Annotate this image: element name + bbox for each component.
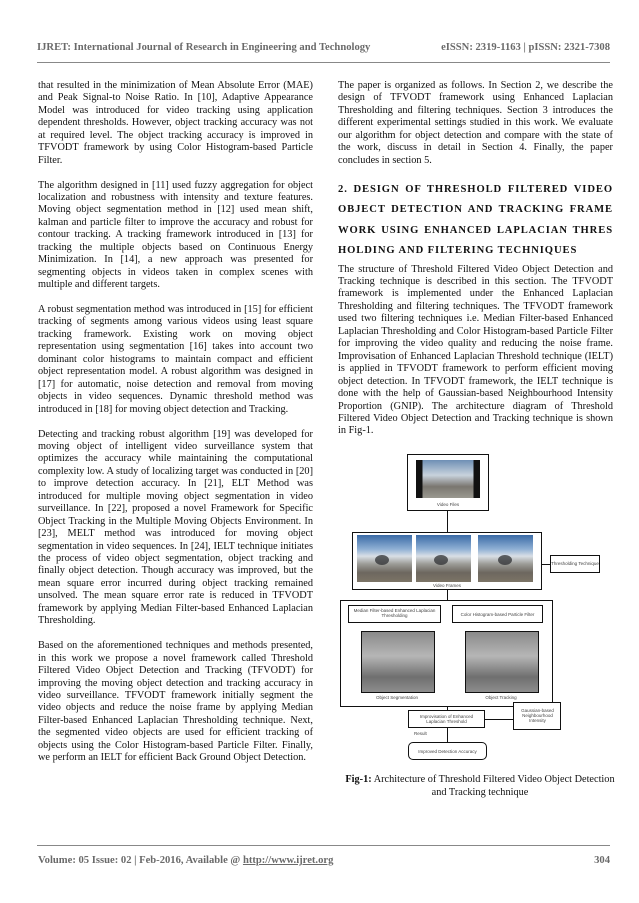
thresholding-box: [550, 555, 600, 573]
volume-text: Volume: 05 Issue: 02 | Feb-2016, Available @: [38, 855, 243, 866]
paragraph: that resulted in the minimization of Mean Absolute Error (MAE) and Peak Signal-to Noise Ratio. In [10], Adaptive Appearance Model was introduced for video tracking using application dependent thresholds. However, object tracking accuracy was not at required level. The object tracking accuracy is improved in TFVODT framework by using Color Histogram-based Particle Filter.: [38, 80, 313, 166]
frame-thumbnail: [416, 535, 471, 582]
paragraph: A robust segmentation method was introduced in [15] for efficient tracking of segments among various videos using least square tracking framework. Existing work on moving object representation using segmentation [16] takes into account two dominant color histograms to maintain compact and efficient object representation model. A robust algorithm was designed in [17] for automatic, noise detection and removal from moving objects in video sequences. Dynamic threshold method was introduced in [18] for moving object detection and Tracking.: [38, 304, 313, 415]
footer-divider: [37, 845, 610, 846]
right-column: [338, 80, 613, 450]
paragraph: Based on the aforementioned techniques and methods presented, in this work we propose a novel framework called Threshold Filtered Video Object Detection and Tracking (TFVODT) for improving the moving object detection and tracking accuracy in video surveillance. TFVODT framework initially segment the video objects and reduce the noise frame by applying Median Filter-based Enhanced Laplacian Thresholding technique. Next, the segmented video objects are used for efficient tracking of objects using the Color Histogram-based Particle Filter. Finally, we perform an IELT for efficient Back Ground Object Detection.: [38, 640, 313, 764]
object-segmentation-label: Object Segmentation: [375, 695, 419, 700]
paragraph: Detecting and tracking robust algorithm [19] was developed for moving object of intelligent video surveillance system that optimizes the accuracy while maintaining the computational complexity low. A study of localizing target was conducted in [20] to improve detection accuracy. In [21], ELT Method was introduced for multiple moving object segmentation in video surveillance. In [22], proposed a novel Framework for Specific Object Tracking in the Multiple Moving Objects Environment. In [23], MELT method was introduced for moving object segmentation in video sequences. In [24], IELT technique initiates the process of video object segmentation, object tracking and finally object detection. Though accuracy was improved, but the mean square error incurred during object tracking remained unsolved. The mean square error rate is reduced in TFVODT framework by applying Median Filter-based Enhanced Laplacian Thresholding.: [38, 428, 313, 627]
gnip-box: [513, 702, 561, 730]
page-number: 304: [594, 855, 610, 866]
left-column: [38, 80, 313, 777]
connector: [485, 719, 513, 720]
ielt-label: Improvisation of Enhanced Laplacian Threshold: [419, 714, 474, 724]
video-player-thumbnail: [416, 460, 480, 498]
page-header: [37, 42, 610, 53]
median-filter-label: Median Filter-based Enhanced Laplacian Thresholding: [353, 608, 436, 618]
issn: eISSN: 2319-1163 | pISSN: 2321-7308: [441, 42, 610, 53]
video-frames-label: Video Frames: [433, 583, 461, 588]
frame-thumbnail: [478, 535, 533, 582]
caption-label: Fig-1:: [345, 774, 372, 785]
improved-accuracy-box: [408, 742, 487, 760]
gnip-label: Gaussian-based Neighbourhood Intensity: [521, 708, 554, 723]
median-filter-box: [348, 605, 441, 623]
footer-volume: [38, 855, 333, 866]
result-label: Result: [414, 731, 427, 736]
connector: [447, 511, 448, 532]
section-heading: 2. DESIGN OF THRESHOLD FILTERED VIDEO OBJECT DETECTION AND TRACKING FRAME WORK USING ENHANCED LAPLACIAN THRES HOLDING AND FILTERING TECHNIQUES: [338, 183, 613, 257]
connector: [542, 564, 550, 565]
connector: [447, 728, 448, 742]
section-paragraph: The structure of Threshold Filtered Video Object Detection and Tracking technique is described in this section. The TFVODT framework is implemented under the Enhanced Laplacian Thresholding and filtering techniques. The TFVODT framework used two filtering techniques i.e. Median Filter-based Enhanced Laplacian Thresholding and Color Histogram-based Particle Filter for improving the video quality and reducing the noise frame. Improvisation of Enhanced Laplacian Threshold technique (IELT) is applied in TFVODT framework to perform efficient moving object detection. In TFVODT framework, the IELT technique is done with the help of Gaussian-based Neighbourhood Intensity Proportion (GNIP). The architecture diagram of Threshold Filtered Video Object Detection and Tracking technique is shown in Fig-1.: [338, 263, 613, 437]
ielt-box: [408, 710, 485, 728]
architecture-figure: [340, 448, 620, 746]
header-divider: [37, 62, 610, 63]
video-frames-box: [352, 532, 542, 590]
intro-paragraph: The paper is organized as follows. In Section 2, we describe the design of TFVODT framework using Enhanced Laplacian Thresholding and filtering techniques. Section 3 introduces the different experimental settings studied in this work. We evaluate our algorithm for object detection and compare with the state of the work, discuss in detail in Section 4. Finally, the paper concludes in section 5.: [338, 80, 613, 166]
page-footer: [38, 855, 610, 866]
connector: [447, 590, 448, 600]
journal-title: IJRET: International Journal of Research in Engineering and Technology: [37, 42, 371, 53]
tracking-grid: [465, 631, 539, 693]
caption-text: Architecture of Threshold Filtered Video Object Detection and Tracking technique: [371, 774, 615, 798]
figure-caption: [340, 774, 620, 799]
thresholding-label: Thresholding Technique: [551, 561, 599, 566]
improved-accuracy-label: Improved Detection Accuracy: [418, 749, 477, 754]
color-histogram-box: [452, 605, 543, 623]
paragraph: The algorithm designed in [11] used fuzzy aggregation for object localization and robustness with intensity and texture features. Moving object segmentation method in [12] used mean shift, kalman and particle filter to improve the accuracy and robust for contour tracking. A tracking framework introduced in [13] for tracking the multiple objects based on Continuous Energy Minimization. In [14], a new approach was presented for segmenting objects in videos taken in complex scenes with multiple and different targets.: [38, 179, 313, 291]
frame-thumbnail: [357, 535, 412, 582]
video-files-label: Video Files: [436, 502, 460, 507]
figure-bottom: [340, 710, 620, 774]
segmentation-grid: [361, 631, 435, 693]
processing-box: [340, 600, 553, 707]
object-tracking-label: Object Tracking: [485, 695, 517, 700]
journal-link[interactable]: http://www.ijret.org: [242, 855, 334, 866]
video-files-box: [407, 454, 489, 511]
color-histogram-label: Color Histogram-based Particle Filter: [460, 612, 535, 617]
